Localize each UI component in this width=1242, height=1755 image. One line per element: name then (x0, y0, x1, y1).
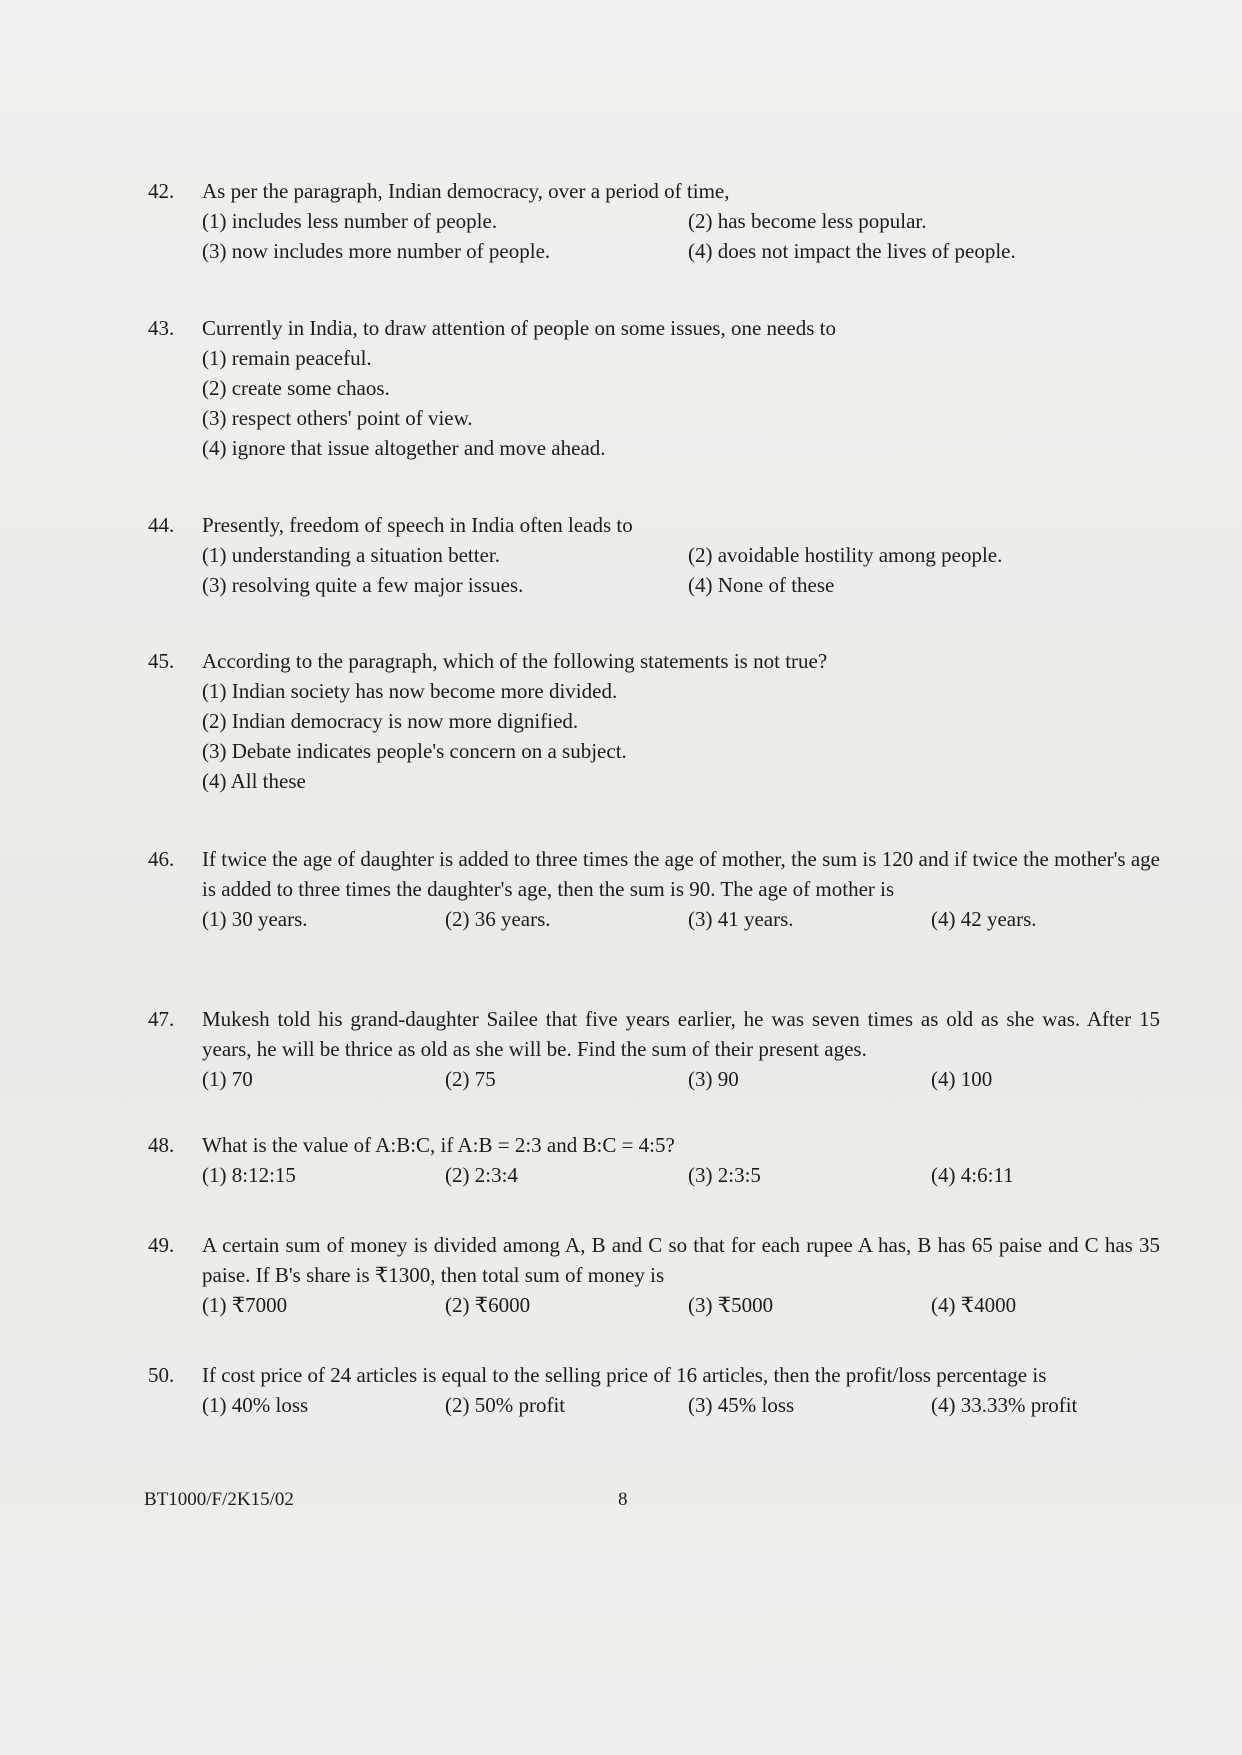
option-3: (3) 2:3:5 (688, 1163, 761, 1187)
option-2: (2) has become less popular. (688, 209, 927, 233)
option-3: (3) 41 years. (688, 907, 794, 931)
option-1: (1) ₹7000 (202, 1293, 288, 1317)
options (148, 1390, 1160, 1420)
options (148, 1290, 1160, 1320)
question-text: What is the value of A:B:C, if A:B = 2:3 and B:C = 4:5? (202, 1133, 675, 1157)
options (148, 343, 1160, 463)
option-3: (3) respect others' point of view. (202, 406, 473, 430)
option-1: (1) remain peaceful. (202, 346, 372, 370)
paper-code: BT1000/F/2K15/02 (144, 1489, 294, 1510)
option-3: (3) now includes more number of people. (202, 239, 551, 263)
option-4: (4) ignore that issue altogether and move ahead. (202, 436, 606, 460)
option-2: (2) 75 (445, 1067, 496, 1091)
option-3: (3) ₹5000 (688, 1293, 774, 1317)
option-4: (4) 42 years. (931, 907, 1037, 931)
option-2: (2) ₹6000 (445, 1293, 531, 1317)
question-42 (148, 176, 1160, 266)
page-number: 8 (618, 1489, 628, 1510)
option-4: (4) None of these (688, 573, 835, 597)
question-text: According to the paragraph, which of the following statements is not true? (202, 649, 828, 673)
options (148, 1064, 1160, 1094)
question-text: Currently in India, to draw attention of people on some issues, one needs to (202, 316, 836, 340)
option-1: (1) 30 years. (202, 907, 308, 931)
question-text: If cost price of 24 articles is equal to the selling price of 16 articles, then the profit/loss percentage is (202, 1363, 1047, 1387)
question-text: Mukesh told his grand-daughter Sailee that five years earlier, he was seven times as old as she was. After 15 years, he will be thrice as old as she will be. Find the sum of their present ages. (202, 1007, 1160, 1061)
question-number: 43. (148, 316, 175, 340)
question-number: 45. (148, 649, 175, 673)
question-number: 50. (148, 1363, 175, 1387)
option-3: (3) Debate indicates people's concern on a subject. (202, 739, 627, 763)
option-4: (4) 100 (931, 1067, 993, 1091)
option-2: (2) 36 years. (445, 907, 551, 931)
options (148, 676, 1160, 796)
question-number: 47. (148, 1007, 175, 1031)
option-2: (2) 50% profit (445, 1393, 566, 1417)
question-49 (148, 1230, 1160, 1320)
option-4: (4) All these (202, 769, 306, 793)
option-1: (1) Indian society has now become more divided. (202, 679, 618, 703)
option-1: (1) includes less number of people. (202, 209, 498, 233)
question-text: If twice the age of daughter is added to three times the age of mother, the sum is 120 and if twice the mother's age is added to three times the daughter's age, then the sum is 90. The age of mother is (202, 847, 1160, 901)
question-45 (148, 646, 1160, 796)
question-number: 46. (148, 847, 175, 871)
question-number: 42. (148, 179, 175, 203)
question-46 (148, 844, 1160, 934)
question-48 (148, 1130, 1160, 1190)
question-text: Presently, freedom of speech in India often leads to (202, 513, 633, 537)
question-50 (148, 1360, 1160, 1420)
option-2: (2) create some chaos. (202, 376, 390, 400)
option-1: (1) 40% loss (202, 1393, 309, 1417)
option-2: (2) Indian democracy is now more dignified. (202, 709, 579, 733)
option-4: (4) 4:6:11 (931, 1163, 1014, 1187)
question-44 (148, 510, 1160, 600)
options (148, 904, 1160, 934)
option-3: (3) 45% loss (688, 1393, 795, 1417)
question-number: 48. (148, 1133, 175, 1157)
option-2: (2) avoidable hostility among people. (688, 543, 1003, 567)
option-3: (3) 90 (688, 1067, 739, 1091)
question-number: 49. (148, 1233, 175, 1257)
options (148, 206, 1160, 266)
option-4: (4) does not impact the lives of people. (688, 239, 1016, 263)
option-4: (4) 33.33% profit (931, 1393, 1078, 1417)
option-3: (3) resolving quite a few major issues. (202, 573, 524, 597)
option-1: (1) 8:12:15 (202, 1163, 296, 1187)
option-1: (1) understanding a situation better. (202, 543, 501, 567)
question-text: As per the paragraph, Indian democracy, over a period of time, (202, 179, 730, 203)
option-2: (2) 2:3:4 (445, 1163, 518, 1187)
question-47 (148, 1004, 1160, 1094)
option-4: (4) ₹4000 (931, 1293, 1017, 1317)
options (148, 1160, 1160, 1190)
question-43 (148, 313, 1160, 463)
options (148, 540, 1160, 600)
option-1: (1) 70 (202, 1067, 253, 1091)
question-number: 44. (148, 513, 175, 537)
question-text: A certain sum of money is divided among A, B and C so that for each rupee A has, B has 65 paise and C has 35 paise. If B's share is ₹1300, then total sum of money is (202, 1233, 1160, 1287)
